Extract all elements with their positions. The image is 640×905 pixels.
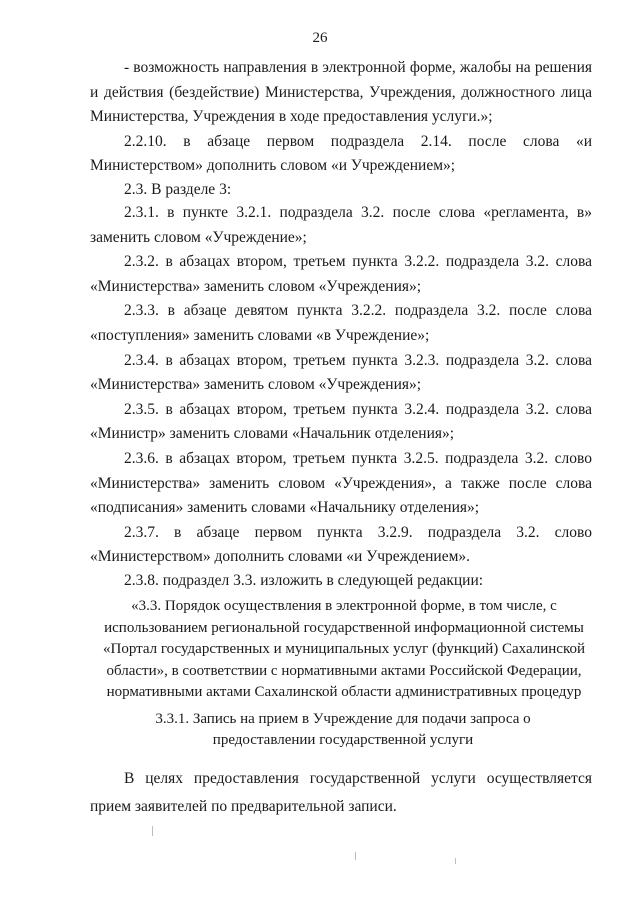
scan-speck <box>455 858 456 864</box>
scan-speck <box>152 826 153 836</box>
paragraph-11: 2.3.8. подраздел 3.3. изложить в следующей редакции: <box>124 571 484 589</box>
paragraph-2: 2.2.10. в абзаце первом подраздела 2.14. после слова «и Министерством» дополнить словом «и Учреждением»; <box>90 132 592 175</box>
paragraph-6: 2.3.3. в абзаце девятом пункта 3.2.2. подраздела 3.2. после слова «поступления» заменить словами «в Учреждение»; <box>90 302 592 344</box>
paragraph-8: 2.3.5. в абзацах втором, третьем пункта 3.2.4. подраздела 3.2. слова «Министр» заменить словами «Начальник отделения»; <box>90 400 592 443</box>
paragraph-3: 2.3. В разделе 3: <box>124 180 232 198</box>
paragraph-10: 2.3.7. в абзаце первом пункта 3.2.9. подраздела 3.2. слово «Министерством» дополнить словами «и Учреждением». <box>90 523 592 566</box>
subsection-heading: 3.3.1. Запись на прием в Учреждение для подачи запроса о предоставлении государственной услуги <box>155 711 531 748</box>
final-paragraph: В целях предоставления государственной услуги осуществляется прием заявителей по предварительной записи. <box>90 770 592 815</box>
scan-speck <box>355 852 356 860</box>
section-heading: «3.3. Порядок осуществления в электронной форме, в том числе, с использованием региональной государственной информационной системы «Портал государственных и муниципальных услуг (функций) Сахалинской области», в соответствии с нормативными актами Российской Федерации, нормативными актами Сахалинской области административных процедур <box>102 598 585 700</box>
paragraph-9: 2.3.6. в абзацах втором, третьем пункта 3.2.5. подраздела 3.2. слово «Министерства» заменить словом «Учреждения», а также после слова «подписания» заменить словами «Начальнику отделения»; <box>90 449 592 517</box>
final-text <box>90 765 592 821</box>
paragraph-5: 2.3.2. в абзацах втором, третьем пункта 3.2.2. подраздела 3.2. слова «Министерства» заменить словом «Учреждения»; <box>90 253 592 295</box>
page-number: 26 <box>312 30 328 46</box>
paragraph-1: - возможность направления в электронной форме, жалобы на решения и действия (бездействие) Министерства, Учреждения, должностного лица Министерства, Учреждения в ходе предоставления услуги.»; <box>90 59 592 126</box>
paragraph-7: 2.3.4. в абзацах втором, третьем пункта 3.2.3. подраздела 3.2. слова «Министерства» заменить словом «Учреждения»; <box>90 351 592 394</box>
body-text <box>90 56 592 592</box>
paragraph-4: 2.3.1. в пункте 3.2.1. подраздела 3.2. после слова «регламента, в» заменить словом «Учреждение»; <box>90 203 592 246</box>
